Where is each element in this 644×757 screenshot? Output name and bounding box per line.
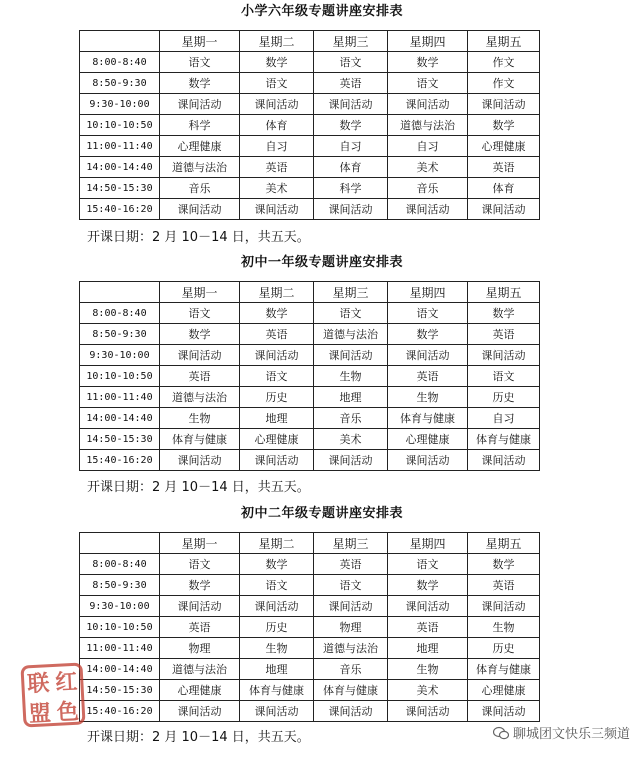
table-row <box>80 638 540 659</box>
time-slot-cell: 15:40-16:20 <box>80 450 160 471</box>
subject-cell: 英语 <box>240 157 314 178</box>
subject-cell: 语文 <box>240 366 314 387</box>
subject-cell: 自习 <box>468 408 540 429</box>
subject-cell: 语文 <box>388 73 468 94</box>
subject-cell: 心理健康 <box>160 136 240 157</box>
time-slot-cell: 8:00-8:40 <box>80 554 160 575</box>
subject-cell: 课间活动 <box>240 701 314 722</box>
subject-cell: 数学 <box>468 115 540 136</box>
subject-cell: 生物 <box>240 638 314 659</box>
table-row <box>80 429 540 450</box>
subject-cell: 语文 <box>240 73 314 94</box>
subject-cell: 英语 <box>388 366 468 387</box>
subject-cell: 语文 <box>160 52 240 73</box>
subject-cell: 音乐 <box>314 659 388 680</box>
table-row <box>80 554 540 575</box>
table-row <box>80 136 540 157</box>
subject-cell: 音乐 <box>314 408 388 429</box>
subject-cell: 生物 <box>314 366 388 387</box>
subject-cell: 物理 <box>160 638 240 659</box>
table-row <box>80 303 540 324</box>
header-cell <box>80 31 160 52</box>
subject-cell: 课间活动 <box>468 199 540 220</box>
channel-watermark <box>493 723 630 742</box>
time-slot-cell: 14:50-15:30 <box>80 429 160 450</box>
subject-cell: 道德与法治 <box>160 157 240 178</box>
subject-cell: 课间活动 <box>314 450 388 471</box>
subject-cell: 历史 <box>468 387 540 408</box>
subject-cell: 英语 <box>468 157 540 178</box>
subject-cell: 语文 <box>388 554 468 575</box>
subject-cell: 课间活动 <box>160 345 240 366</box>
subject-cell: 生物 <box>468 617 540 638</box>
table-row <box>80 659 540 680</box>
table-row <box>80 324 540 345</box>
table-row <box>80 450 540 471</box>
subject-cell: 道德与法治 <box>388 115 468 136</box>
table-row <box>80 408 540 429</box>
subject-cell: 数学 <box>160 73 240 94</box>
subject-cell: 数学 <box>240 303 314 324</box>
subject-cell: 自习 <box>314 136 388 157</box>
subject-cell: 数学 <box>160 575 240 596</box>
header-cell: 星期五 <box>468 282 540 303</box>
header-cell: 星期三 <box>314 282 388 303</box>
table-row <box>80 575 540 596</box>
subject-cell: 英语 <box>160 617 240 638</box>
header-row <box>80 282 540 303</box>
table-row <box>80 94 540 115</box>
subject-cell: 课间活动 <box>314 345 388 366</box>
subject-cell: 课间活动 <box>388 94 468 115</box>
subject-cell: 体育 <box>240 115 314 136</box>
schedule-table <box>79 30 540 220</box>
subject-cell: 生物 <box>388 659 468 680</box>
subject-cell: 数学 <box>388 575 468 596</box>
time-slot-cell: 14:00-14:40 <box>80 157 160 178</box>
time-slot-cell: 11:00-11:40 <box>80 638 160 659</box>
subject-cell: 课间活动 <box>240 199 314 220</box>
subject-cell: 英语 <box>468 575 540 596</box>
subject-cell: 地理 <box>240 659 314 680</box>
subject-cell: 课间活动 <box>160 701 240 722</box>
subject-cell: 课间活动 <box>240 345 314 366</box>
subject-cell: 体育 <box>314 157 388 178</box>
subject-cell: 语文 <box>468 366 540 387</box>
subject-cell: 课间活动 <box>314 596 388 617</box>
header-cell: 星期二 <box>240 31 314 52</box>
subject-cell: 数学 <box>240 52 314 73</box>
subject-cell: 语文 <box>160 303 240 324</box>
schedule-table <box>79 281 540 471</box>
header-cell: 星期二 <box>240 282 314 303</box>
subject-cell: 课间活动 <box>468 450 540 471</box>
time-slot-cell: 8:50-9:30 <box>80 73 160 94</box>
time-slot-cell: 9:30-10:00 <box>80 94 160 115</box>
subject-cell: 数学 <box>388 52 468 73</box>
header-cell: 星期四 <box>388 31 468 52</box>
subject-cell: 英语 <box>314 554 388 575</box>
subject-cell: 科学 <box>160 115 240 136</box>
subject-cell: 课间活动 <box>160 450 240 471</box>
subject-cell: 课间活动 <box>160 199 240 220</box>
time-slot-cell: 8:50-9:30 <box>80 324 160 345</box>
header-cell: 星期三 <box>314 31 388 52</box>
header-cell: 星期五 <box>468 533 540 554</box>
red-seal-stamp <box>20 662 85 727</box>
subject-cell: 物理 <box>314 617 388 638</box>
seal-char: 联 <box>26 670 51 698</box>
subject-cell: 课间活动 <box>314 94 388 115</box>
table-row <box>80 617 540 638</box>
time-slot-cell: 11:00-11:40 <box>80 136 160 157</box>
subject-cell: 数学 <box>388 324 468 345</box>
header-row <box>80 31 540 52</box>
subject-cell: 数学 <box>468 554 540 575</box>
subject-cell: 心理健康 <box>388 429 468 450</box>
subject-cell: 英语 <box>314 73 388 94</box>
subject-cell: 课间活动 <box>388 199 468 220</box>
table-row <box>80 596 540 617</box>
subject-cell: 课间活动 <box>388 345 468 366</box>
subject-cell: 课间活动 <box>314 199 388 220</box>
table-row <box>80 115 540 136</box>
header-cell: 星期一 <box>160 533 240 554</box>
time-slot-cell: 8:00-8:40 <box>80 303 160 324</box>
subject-cell: 英语 <box>468 324 540 345</box>
table-title: 初中二年级专题讲座安排表 <box>240 506 403 521</box>
header-cell <box>80 282 160 303</box>
subject-cell: 课间活动 <box>240 94 314 115</box>
subject-cell: 地理 <box>388 638 468 659</box>
time-slot-cell: 14:00-14:40 <box>80 659 160 680</box>
subject-cell: 心理健康 <box>468 680 540 701</box>
subject-cell: 历史 <box>240 617 314 638</box>
table-title: 小学六年级专题讲座安排表 <box>240 4 403 19</box>
subject-cell: 地理 <box>240 408 314 429</box>
header-cell <box>80 533 160 554</box>
start-date-note: 开课日期：2 月 10－14 日，共五天。 <box>87 730 310 745</box>
subject-cell: 美术 <box>388 680 468 701</box>
subject-cell: 生物 <box>160 408 240 429</box>
header-cell: 星期三 <box>314 533 388 554</box>
table-row <box>80 73 540 94</box>
subject-cell: 体育与健康 <box>468 659 540 680</box>
schedule-section-2 <box>0 253 644 495</box>
subject-cell: 数学 <box>160 324 240 345</box>
table-row <box>80 680 540 701</box>
subject-cell: 美术 <box>240 178 314 199</box>
header-cell: 星期四 <box>388 282 468 303</box>
subject-cell: 道德与法治 <box>314 638 388 659</box>
subject-cell: 道德与法治 <box>160 387 240 408</box>
table-title: 初中一年级专题讲座安排表 <box>240 255 403 270</box>
subject-cell: 历史 <box>240 387 314 408</box>
subject-cell: 科学 <box>314 178 388 199</box>
header-cell: 星期一 <box>160 31 240 52</box>
subject-cell: 语文 <box>240 575 314 596</box>
subject-cell: 课间活动 <box>240 596 314 617</box>
seal-char: 盟 <box>28 700 52 728</box>
subject-cell: 体育与健康 <box>314 680 388 701</box>
start-date-note: 开课日期：2 月 10－14 日，共五天。 <box>87 230 310 245</box>
subject-cell: 作文 <box>468 52 540 73</box>
time-slot-cell: 15:40-16:20 <box>80 199 160 220</box>
wechat-icon <box>493 726 509 740</box>
table-row <box>80 366 540 387</box>
header-cell: 星期五 <box>468 31 540 52</box>
subject-cell: 音乐 <box>160 178 240 199</box>
watermark-text: 聊城团文快乐三频道 <box>512 727 630 742</box>
time-slot-cell: 14:50-15:30 <box>80 680 160 701</box>
time-slot-cell: 9:30-10:00 <box>80 596 160 617</box>
table-row <box>80 345 540 366</box>
subject-cell: 课间活动 <box>240 450 314 471</box>
subject-cell: 数学 <box>240 554 314 575</box>
subject-cell: 生物 <box>388 387 468 408</box>
subject-cell: 自习 <box>240 136 314 157</box>
table-row <box>80 387 540 408</box>
time-slot-cell: 10:10-10:50 <box>80 617 160 638</box>
subject-cell: 音乐 <box>388 178 468 199</box>
subject-cell: 课间活动 <box>388 701 468 722</box>
subject-cell: 数学 <box>468 303 540 324</box>
time-slot-cell: 14:50-15:30 <box>80 178 160 199</box>
subject-cell: 课间活动 <box>468 596 540 617</box>
subject-cell: 英语 <box>388 617 468 638</box>
schedule-section-1 <box>0 2 644 245</box>
subject-cell: 课间活动 <box>160 94 240 115</box>
subject-cell: 语文 <box>160 554 240 575</box>
table-row <box>80 199 540 220</box>
subject-cell: 体育与健康 <box>468 429 540 450</box>
subject-cell: 心理健康 <box>468 136 540 157</box>
subject-cell: 课间活动 <box>468 94 540 115</box>
header-cell: 星期四 <box>388 533 468 554</box>
subject-cell: 心理健康 <box>160 680 240 701</box>
subject-cell: 作文 <box>468 73 540 94</box>
time-slot-cell: 9:30-10:00 <box>80 345 160 366</box>
subject-cell: 道德与法治 <box>314 324 388 345</box>
subject-cell: 心理健康 <box>240 429 314 450</box>
subject-cell: 历史 <box>468 638 540 659</box>
subject-cell: 地理 <box>314 387 388 408</box>
time-slot-cell: 15:40-16:20 <box>80 701 160 722</box>
subject-cell: 课间活动 <box>388 450 468 471</box>
start-date-note: 开课日期：2 月 10－14 日，共五天。 <box>87 480 310 495</box>
seal-char: 红 <box>54 668 79 696</box>
subject-cell: 语文 <box>314 575 388 596</box>
schedule-table <box>79 532 540 722</box>
header-row <box>80 533 540 554</box>
subject-cell: 课间活动 <box>388 596 468 617</box>
time-slot-cell: 11:00-11:40 <box>80 387 160 408</box>
subject-cell: 课间活动 <box>468 701 540 722</box>
header-cell: 星期二 <box>240 533 314 554</box>
subject-cell: 课间活动 <box>468 345 540 366</box>
subject-cell: 语文 <box>314 52 388 73</box>
subject-cell: 美术 <box>314 429 388 450</box>
table-row <box>80 52 540 73</box>
header-cell: 星期一 <box>160 282 240 303</box>
subject-cell: 课间活动 <box>314 701 388 722</box>
seal-char: 色 <box>56 698 80 726</box>
time-slot-cell: 8:50-9:30 <box>80 575 160 596</box>
subject-cell: 语文 <box>388 303 468 324</box>
subject-cell: 体育与健康 <box>388 408 468 429</box>
table-row <box>80 157 540 178</box>
time-slot-cell: 14:00-14:40 <box>80 408 160 429</box>
subject-cell: 体育与健康 <box>160 429 240 450</box>
subject-cell: 英语 <box>240 324 314 345</box>
subject-cell: 课间活动 <box>160 596 240 617</box>
time-slot-cell: 8:00-8:40 <box>80 52 160 73</box>
table-row <box>80 178 540 199</box>
table-row <box>80 701 540 722</box>
subject-cell: 自习 <box>388 136 468 157</box>
subject-cell: 英语 <box>160 366 240 387</box>
subject-cell: 体育与健康 <box>240 680 314 701</box>
subject-cell: 数学 <box>314 115 388 136</box>
time-slot-cell: 10:10-10:50 <box>80 366 160 387</box>
time-slot-cell: 10:10-10:50 <box>80 115 160 136</box>
subject-cell: 美术 <box>388 157 468 178</box>
subject-cell: 体育 <box>468 178 540 199</box>
subject-cell: 语文 <box>314 303 388 324</box>
subject-cell: 道德与法治 <box>160 659 240 680</box>
